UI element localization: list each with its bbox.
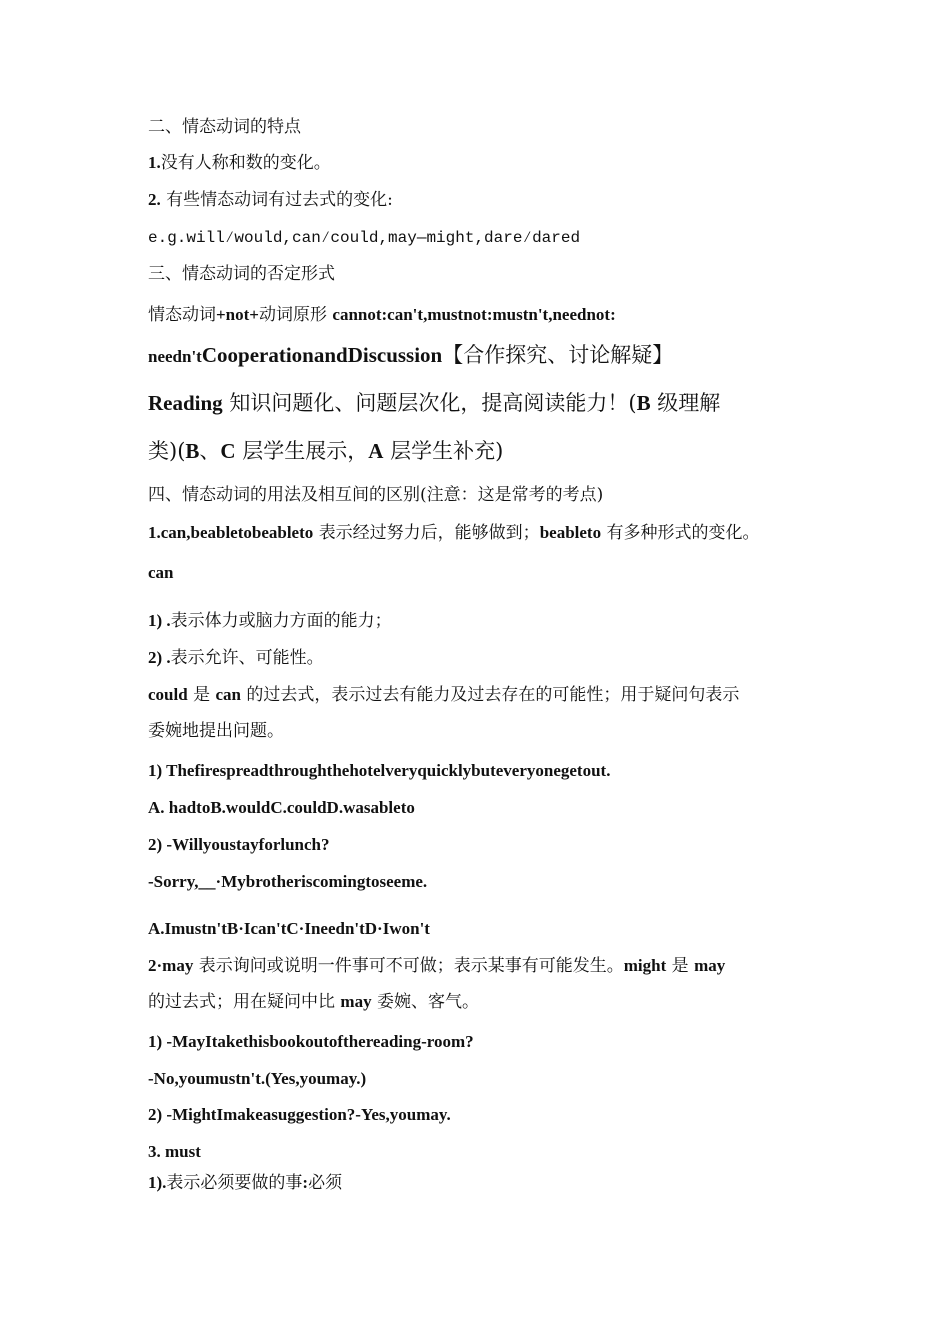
paragraph bbox=[148, 389, 720, 417]
exercise-answer bbox=[148, 1068, 366, 1090]
exercise-question bbox=[148, 871, 427, 893]
text: 1). bbox=[148, 1173, 167, 1192]
text: 2·may bbox=[148, 956, 194, 975]
text: 四、情态动词的用法及相互间的区别(注意：这是常考的考点) bbox=[148, 485, 604, 505]
text: needn't bbox=[148, 347, 202, 366]
text: e.g.will⁄would,can⁄could,may—might,dare⁄dared bbox=[148, 229, 581, 247]
subheading bbox=[148, 1141, 201, 1163]
text: 级理解 bbox=[657, 391, 721, 415]
text: B bbox=[636, 391, 651, 415]
text: 情态动词 bbox=[148, 305, 216, 325]
list-item bbox=[148, 1172, 342, 1194]
text: beableto bbox=[539, 523, 602, 542]
paragraph bbox=[148, 955, 725, 977]
text: 表示经过努力后，能够做到； bbox=[318, 523, 540, 543]
text: A.Imustn'tB·Ican'tC·Ineedn'tD·Iwon't bbox=[148, 919, 430, 938]
text: 【合作探究、讨论解疑】 bbox=[442, 343, 674, 367]
text: 委婉、客气。 bbox=[376, 992, 479, 1012]
text: 表示体力或脑力方面的能力； bbox=[170, 611, 392, 631]
text: may bbox=[694, 956, 726, 975]
section-heading-4 bbox=[148, 484, 603, 506]
text: 三、情态动词的否定形式 bbox=[148, 264, 335, 284]
text: 是 bbox=[671, 956, 689, 976]
exercise-options bbox=[148, 918, 430, 940]
section-heading-3 bbox=[148, 263, 335, 285]
text: 有多种形式的变化。 bbox=[606, 523, 760, 543]
exercise-question bbox=[148, 834, 330, 856]
text: 2) . bbox=[148, 648, 171, 667]
text: may bbox=[340, 992, 372, 1011]
paragraph bbox=[148, 991, 479, 1013]
text: 委婉地提出问题。 bbox=[148, 721, 284, 741]
paragraph bbox=[148, 684, 739, 706]
list-item bbox=[148, 647, 324, 669]
paragraph bbox=[148, 720, 284, 742]
text: 表示必须要做的事 bbox=[166, 1173, 303, 1193]
text: 1) Thefirespreadthroughthehotelveryquicklybuteveryonegetout. bbox=[148, 761, 611, 780]
paragraph bbox=[148, 522, 759, 544]
exercise-question bbox=[148, 1104, 451, 1126]
text: Reading bbox=[148, 391, 223, 415]
text: 有些情态动词有过去式的变化: bbox=[166, 190, 393, 210]
text: 1.can,beabletobeableto bbox=[148, 523, 314, 542]
text: 1) -MayItakethisbookoutofthereading-room? bbox=[148, 1032, 474, 1051]
text: +not+ bbox=[216, 305, 259, 324]
text: 二、情态动词的特点 bbox=[148, 117, 301, 137]
text: 1) . bbox=[148, 611, 171, 630]
text: A bbox=[368, 439, 384, 463]
paragraph bbox=[148, 152, 331, 174]
text: 必须 bbox=[308, 1173, 343, 1193]
text: 2. bbox=[148, 190, 161, 209]
text: 没有人称和数的变化。 bbox=[160, 153, 331, 173]
text: can bbox=[148, 563, 174, 582]
paragraph bbox=[148, 341, 673, 369]
text: A. hadtoB.wouldC.couldD.wasableto bbox=[148, 798, 415, 817]
paragraph bbox=[148, 437, 503, 465]
paragraph bbox=[148, 304, 616, 326]
text: B bbox=[185, 439, 200, 463]
list-item bbox=[148, 610, 392, 632]
text: might bbox=[623, 956, 667, 975]
text: 是 bbox=[193, 685, 211, 705]
text: 2) -MightImakeasuggestion?-Yes,youmay. bbox=[148, 1105, 451, 1124]
text: -Sorry,__·Mybrotheriscomingtoseeme. bbox=[148, 872, 428, 891]
text: 3. must bbox=[148, 1142, 201, 1161]
text: 表示询问或说明一件事可不可做；表示某事有可能发生。 bbox=[198, 956, 624, 976]
text: 知识问题化、问题层次化，提高阅读能力！( bbox=[229, 391, 637, 415]
paragraph bbox=[148, 562, 174, 584]
text: 层学生补充) bbox=[390, 439, 504, 463]
paragraph bbox=[148, 189, 393, 211]
text: -No,youmustn't.(Yes,youmay.) bbox=[148, 1069, 367, 1088]
text: could bbox=[148, 685, 188, 704]
text: 的过去式，表示过去有能力及过去存在的可能性；用于疑问句表示 bbox=[246, 685, 740, 705]
exercise-question bbox=[148, 760, 610, 782]
text: C bbox=[220, 439, 236, 463]
text: : bbox=[302, 1173, 309, 1192]
exercise-options bbox=[148, 797, 415, 819]
text: 类)( bbox=[148, 439, 186, 463]
text: cannot:can't,mustnot:mustn't,neednot: bbox=[332, 305, 616, 324]
text: 动词原形 bbox=[259, 305, 327, 325]
text: 表示允许、可能性。 bbox=[170, 648, 324, 668]
section-heading-2 bbox=[148, 116, 301, 138]
text: CooperationandDiscussion bbox=[201, 343, 443, 367]
text: 2) -Willyoustayforlunch? bbox=[148, 835, 330, 854]
example-line bbox=[148, 227, 580, 249]
text: 的过去式；用在疑问中比 bbox=[148, 992, 335, 1012]
text: 、 bbox=[199, 439, 221, 463]
text: 1. bbox=[148, 153, 161, 172]
exercise-question bbox=[148, 1031, 474, 1053]
text: 层学生展示， bbox=[242, 439, 369, 463]
text: can bbox=[215, 685, 241, 704]
